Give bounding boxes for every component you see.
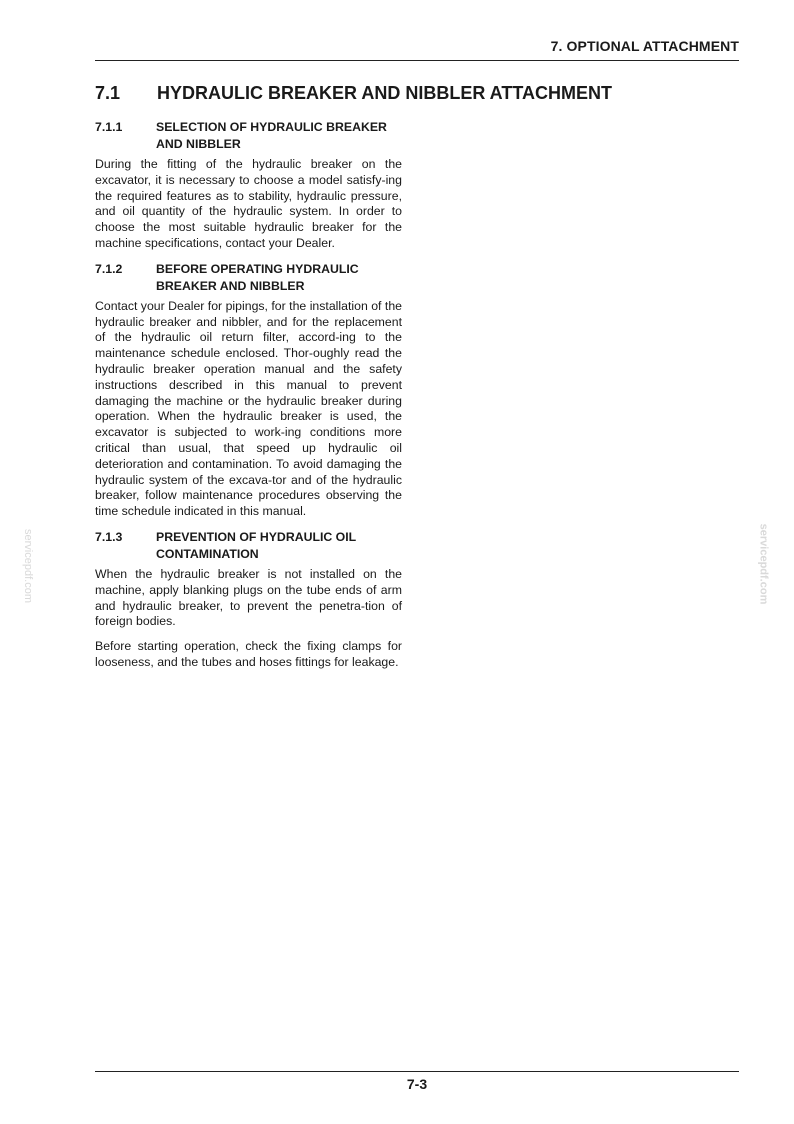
subsection-heading [95, 529, 402, 563]
paragraph: Contact your Dealer for pipings, for the installation of the hydraulic breaker and nibbler, and for the replacement of the hydraulic oil return filter, accord-ing to the maintenance schedule enclosed. Thor-oughly read the hydraulic breaker operation manual and the safety instructions described in this manual to prevent damaging the machine or the hydraulic breaker during operation. When the hydraulic breaker is used, the excavator is subjected to work-ing conditions more critical than usual, that speed up hydraulic oil deterioration and contamination. To avoid damaging the hydraulic system of the excava-tor and of the hydraulic breaker, follow maintenance procedures observing the time schedule indicated in this manual. [95, 298, 402, 519]
page-number: 7-3 [406, 1076, 428, 1092]
subsection-title: SELECTION OF HYDRAULIC BREAKER AND NIBBLER [156, 120, 387, 151]
subsection-heading [95, 261, 402, 295]
footer-divider [95, 1071, 739, 1072]
subsection-number: 7.1.1 [95, 120, 123, 134]
subsection-title: PREVENTION OF HYDRAULIC OIL CONTAMINATION [156, 529, 356, 561]
watermark-left: servicepdf.com [21, 529, 34, 603]
header-divider [95, 60, 739, 61]
paragraph: During the fitting of the hydraulic breaker on the excavator, it is necessary to choose a model satisfy-ing the required features as to stability, hydraulic pressure, and oil quantity of the hydraulic system. In order to choose the most suitable hydraulic breaker for the machine specifications, contact your Dealer. [95, 157, 402, 250]
section-title-text: HYDRAULIC BREAKER AND NIBBLER ATTACHMENT [157, 83, 612, 103]
paragraph: When the hydraulic breaker is not installed on the machine, apply blanking plugs on the tube ends of arm and hydraulic breaker, to prevent the penetra-tion of foreign bodies. [95, 566, 402, 629]
chapter-header: 7. OPTIONAL ATTACHMENT [550, 38, 739, 54]
subsection-number: 7.1.2 [95, 261, 123, 276]
paragraph: Before starting operation, check the fixing clamps for looseness, and the tubes and hoses fittings for leakage. [95, 639, 402, 669]
section-number: 7.1 [95, 83, 121, 103]
section-title [95, 83, 745, 104]
watermark-right: servicepdf.com [757, 523, 770, 605]
content-column [95, 119, 402, 680]
subsection-number: 7.1.3 [95, 529, 123, 544]
subsection-heading [95, 119, 402, 153]
subsection-title: BEFORE OPERATING HYDRAULIC BREAKER AND NIBBLER [156, 261, 359, 293]
